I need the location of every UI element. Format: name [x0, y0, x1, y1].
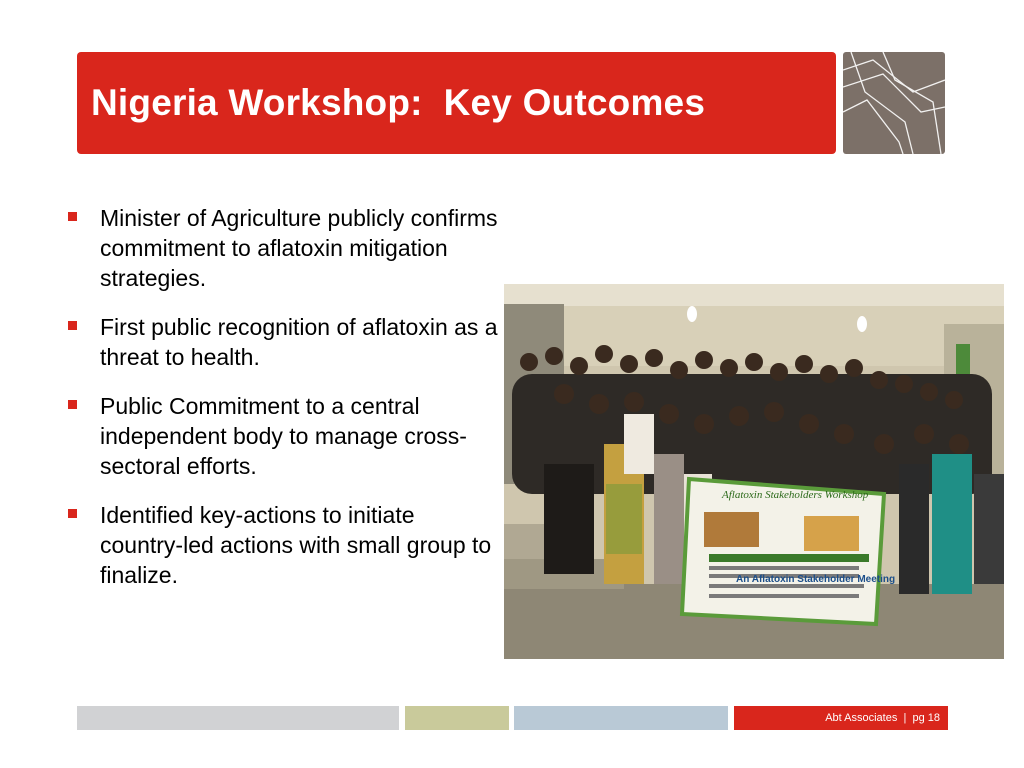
bullet-item: [68, 312, 498, 372]
bullet-item: [68, 203, 498, 293]
footer-bar-gray: [77, 706, 399, 730]
footer-page-number: pg 18: [912, 712, 940, 724]
title-bar: [77, 52, 836, 154]
footer-company: Abt Associates: [825, 712, 898, 724]
bullet-text: Minister of Agriculture publicly confirms commitment to aflatoxin mitigation strategies.: [100, 205, 498, 291]
bullet-text: Public Commitment to a central independent body to manage cross-sectoral efforts.: [100, 393, 467, 479]
banner-subtitle: An Aflatoxin Stakeholder Meeting: [736, 574, 896, 585]
slide-title: Nigeria Workshop: Key Outcomes: [91, 82, 706, 123]
bullet-text: Identified key-actions to initiate country-led actions with small group to finalize.: [100, 502, 492, 588]
bullet-item: [68, 500, 498, 590]
footer-bar-blue: [514, 706, 728, 730]
footer-bar-olive: [405, 706, 509, 730]
bullet-square-icon: [68, 509, 77, 518]
footer-bar-red: [734, 706, 948, 730]
group-photo-illustration: [504, 284, 1004, 659]
group-photo: [504, 284, 1004, 659]
bullet-square-icon: [68, 212, 77, 221]
workshop-banner: [682, 479, 895, 624]
bullet-list: [68, 203, 498, 609]
bullet-square-icon: [68, 400, 77, 409]
banner-title: Aflatoxin Stakeholders Workshop: [722, 489, 869, 501]
abt-logo-icon: [843, 52, 945, 154]
footer-separator: |: [903, 712, 907, 724]
bullet-text: First public recognition of aflatoxin as a threat to health.: [100, 314, 498, 370]
bullet-square-icon: [68, 321, 77, 330]
bullet-item: [68, 391, 498, 481]
